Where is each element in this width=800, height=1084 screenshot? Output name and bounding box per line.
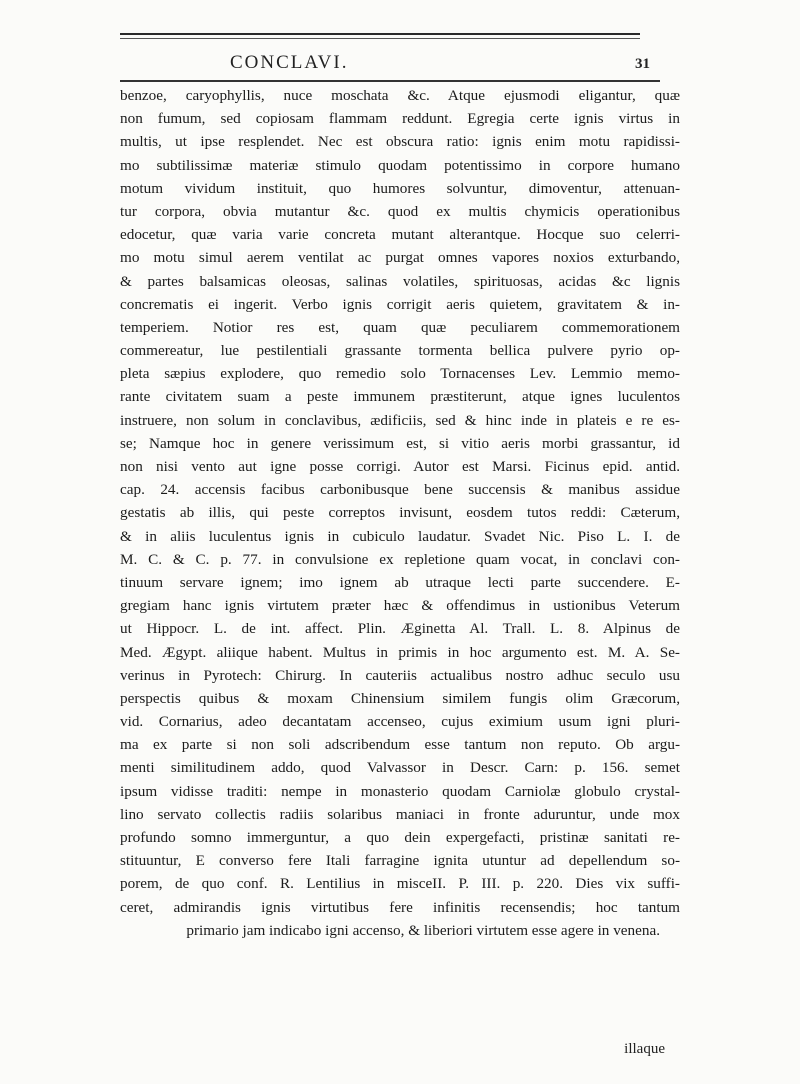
text-line: primario jam indicabo igni accenso, & liberiori virtutem esse agere in venena. bbox=[186, 921, 660, 939]
text-line: gregiam hanc ignis virtutem præter hæc & offendimus in ustionibus Veterum bbox=[120, 597, 680, 615]
text-line: & in aliis luculentus ignis in cubiculo laudatur. Svadet Nic. Piso L. I. de bbox=[120, 527, 680, 545]
text-line: profundo somno immerguntur, a quo dein expergefacti, pristinæ sanitati re- bbox=[120, 829, 680, 846]
text-line: mo motu simul aerem ventilat ac purgat omnes vapores noxios exturbando, bbox=[120, 249, 680, 267]
text-line: mo subtilissimæ materiæ stimulo quodam potentissimo in corpore humano bbox=[120, 156, 680, 174]
text-line: non nisi vento aut igne posse corrigi. Autor est Marsi. Ficinus epid. antid. bbox=[120, 458, 680, 475]
text-line: benzoe, caryophyllis, nuce moschata &c. Atque ejusmodi eligantur, quæ bbox=[120, 87, 680, 104]
text-line: motum vividum instituit, quo humores solvuntur, dimoventur, attenuan- bbox=[120, 179, 680, 197]
text-line: cap. 24. accensis facibus carbonibusque bene succensis & manibus assidue bbox=[120, 481, 680, 499]
text-line: se; Namque hoc in genere verissimum est, si vitio aeris morbi grassantur, id bbox=[120, 434, 680, 452]
page-number: 31 bbox=[635, 56, 650, 72]
text-line: gestatis ab illis, qui peste correptos invisunt, eosdem tutos reddi: Cæterum, bbox=[120, 504, 680, 522]
text-line: rante civitatem suam a peste immunem præstiterunt, atque ignes luculentos bbox=[120, 388, 680, 406]
text-line: pleta sæpius explodere, quo remedio solo Tornacenses Lev. Lemmio memo- bbox=[120, 365, 680, 383]
text-line: temperiem. Notior res est, quam quæ peculiarem commemorationem bbox=[120, 318, 680, 336]
text-line: instruere, non solum in conclavibus, ædificiis, sed & hinc inde in plateis e re es- bbox=[120, 411, 680, 429]
text-line: vid. Cornarius, adeo decantatam accenseo, cujus eximium usum igni pluri- bbox=[120, 713, 680, 731]
text-line: lino servato collectis radiis solaribus maniaci in fronte aduruntur, unde mox bbox=[120, 805, 680, 823]
running-head-title: CONCLAVI. bbox=[230, 52, 349, 73]
text-line: Med. Ægypt. aliique habent. Multus in primis in hoc argumento est. M. A. Se- bbox=[120, 643, 680, 661]
text-line: commereatur, lue pestilentiali grassante tormenta bellica pulvere pyrio op- bbox=[120, 342, 680, 360]
text-line: ut Hippocr. L. de int. affect. Plin. Æginetta Al. Trall. L. 8. Alpinus de bbox=[120, 620, 680, 638]
text-line: ipsum vidisse traditi: nempe in monasterio quodam Carniolæ globulo crystal- bbox=[120, 782, 680, 800]
text-line: perspectis quibus & moxam Chinensium similem fungis olim Græcorum, bbox=[120, 689, 680, 707]
text-line: M. C. & C. p. 77. in convulsione ex repletione quam vocat, in conclavi con- bbox=[120, 550, 680, 568]
running-head bbox=[120, 52, 660, 80]
text-line: ma ex parte si non soli adscribendum esse tantum non reputo. Ob argu- bbox=[120, 736, 680, 754]
top-rule-thin bbox=[120, 38, 640, 39]
text-line: concrematis ei ingerit. Verbo ignis corrigit aeris quietem, gravitatem & in- bbox=[120, 295, 680, 313]
text-line: edocetur, quæ varia varie concreta mutant alterantque. Hocque suo celerri- bbox=[120, 226, 680, 244]
text-line: verinus in Pyrotech: Chirurg. In cauteriis actualibus nostro adhuc seculo usu bbox=[120, 666, 680, 684]
text-line: menti similitudinem addo, quod Valvassor in Descr. Carn: p. 156. semet bbox=[120, 759, 680, 777]
text-line: & partes balsamicas oleosas, salinas volatiles, spirituosas, acidas &c lignis bbox=[120, 272, 680, 290]
text-line: porem, de quo conf. R. Lentilius in misceII. P. III. p. 220. Dies vix suffi- bbox=[120, 875, 680, 893]
text-line: non fumum, sed copiosam flammam reddunt. Egregia certe ignis virtus in bbox=[120, 110, 680, 128]
catchword: illaque bbox=[624, 1041, 665, 1057]
text-line: tinuum servare ignem; imo ignem ab utraque lecti parte succendere. E- bbox=[120, 573, 680, 591]
text-line: ceret, admirandis ignis virtutibus fere infinitis recensendis; hoc tantum bbox=[120, 898, 680, 916]
text-line: multis, ut ipse resplendet. Nec est obscura ratio: ignis enim motu rapidissi- bbox=[120, 133, 680, 151]
text-line: stituuntur, E converso fere Itali farragine ignita utuntur ad depellendum so- bbox=[120, 852, 680, 870]
top-rule bbox=[120, 33, 640, 35]
head-rule bbox=[120, 80, 660, 82]
text-line: tur corpora, obvia mutantur &c. quod ex multis chymicis operationibus bbox=[120, 202, 680, 220]
body-text bbox=[120, 84, 680, 942]
